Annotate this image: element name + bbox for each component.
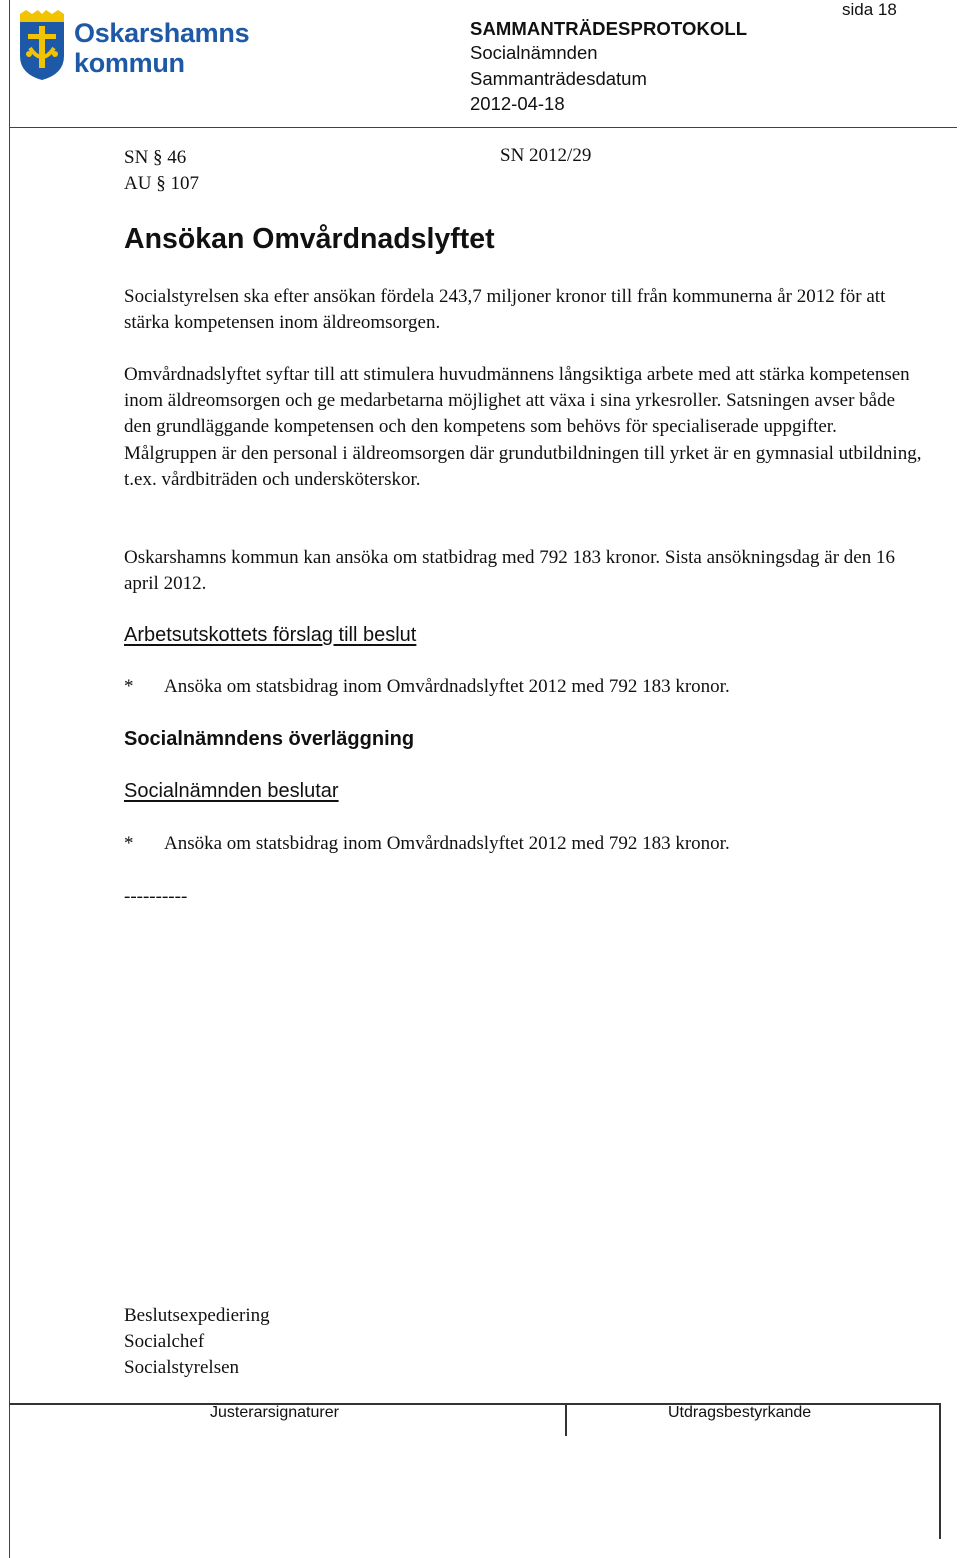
decision-item: [124, 833, 730, 855]
protocol-title: SAMMANTRÄDESPROTOKOLL: [470, 18, 748, 39]
distribution-recipient: Socialchef: [124, 1331, 205, 1352]
committee-proposal-heading: Arbetsutskottets förslag till beslut: [124, 624, 417, 646]
footer-right-rule: [939, 1403, 941, 1539]
bullet-mark: *: [124, 676, 134, 697]
page-number: sida 18: [842, 0, 897, 19]
deliberation-heading: Socialnämndens överläggning: [124, 728, 415, 750]
logo-name-line2: kommun: [74, 48, 185, 78]
body-paragraph: Omvårdnadslyftet syftar till att stimulera huvudmännens långsiktiga arbete med att stärka kompetensen inom äldreomsorgen och ge medarbetarna möjlighet att växa i sina yrkesroller. Satsningen avser både den grundläggande kompetensen och den kompetens som behövs för specialiserade uppgifter. Målgruppen är den personal i äldreomsorgen där grundutbildningen till yrket är en gymnasial utbildning, t.ex. vårdbiträden och undersköterskor.: [124, 364, 922, 490]
bullet-mark: *: [124, 833, 134, 854]
distribution-recipient: Socialstyrelsen: [124, 1357, 240, 1378]
body-paragraph: Socialstyrelsen ska efter ansökan fördela 243,7 miljoner kronor till från kommunerna år 2012 för att stärka kompetensen inom äldreomsorgen.: [124, 286, 886, 334]
logo-name-line1: Oskarshamns: [74, 18, 250, 48]
au-paragraph-number: AU § 107: [124, 173, 199, 194]
coat-of-arms-icon: [16, 8, 68, 82]
left-margin-rule: [9, 0, 10, 1558]
header-rule: [9, 127, 957, 128]
separator-dashes: ----------: [124, 886, 188, 907]
diary-number: SN 2012/29: [500, 145, 592, 166]
proposal-text: Ansöka om statsbidrag inom Omvårdnadslyftet 2012 med 792 183 kronor.: [164, 676, 730, 697]
board-name: Socialnämnden: [470, 42, 598, 63]
meeting-date: 2012-04-18: [470, 93, 565, 114]
case-numbers: [124, 145, 199, 197]
body-paragraph: Oskarshamns kommun kan ansöka om statbidrag med 792 183 kronor. Sista ansökningsdag är den 16 april 2012.: [124, 547, 895, 595]
footer-divider: [565, 1403, 567, 1436]
signatures-label: Justerarsignaturer: [210, 1404, 339, 1421]
sn-paragraph-number: SN § 46: [124, 147, 187, 168]
page-title: Ansökan Omvårdnadslyftet: [124, 223, 495, 255]
committee-proposal-item: [124, 676, 730, 698]
distribution-list: [124, 1303, 270, 1381]
decision-text: Ansöka om statsbidrag inom Omvårdnadslyftet 2012 med 792 183 kronor.: [164, 833, 730, 854]
decision-heading: Socialnämnden beslutar: [124, 780, 339, 802]
extract-label: Utdragsbestyrkande: [668, 1404, 812, 1421]
date-label: Sammanträdesdatum: [470, 68, 647, 89]
distribution-heading: Beslutsexpediering: [124, 1305, 270, 1326]
municipality-logo: [16, 8, 266, 82]
